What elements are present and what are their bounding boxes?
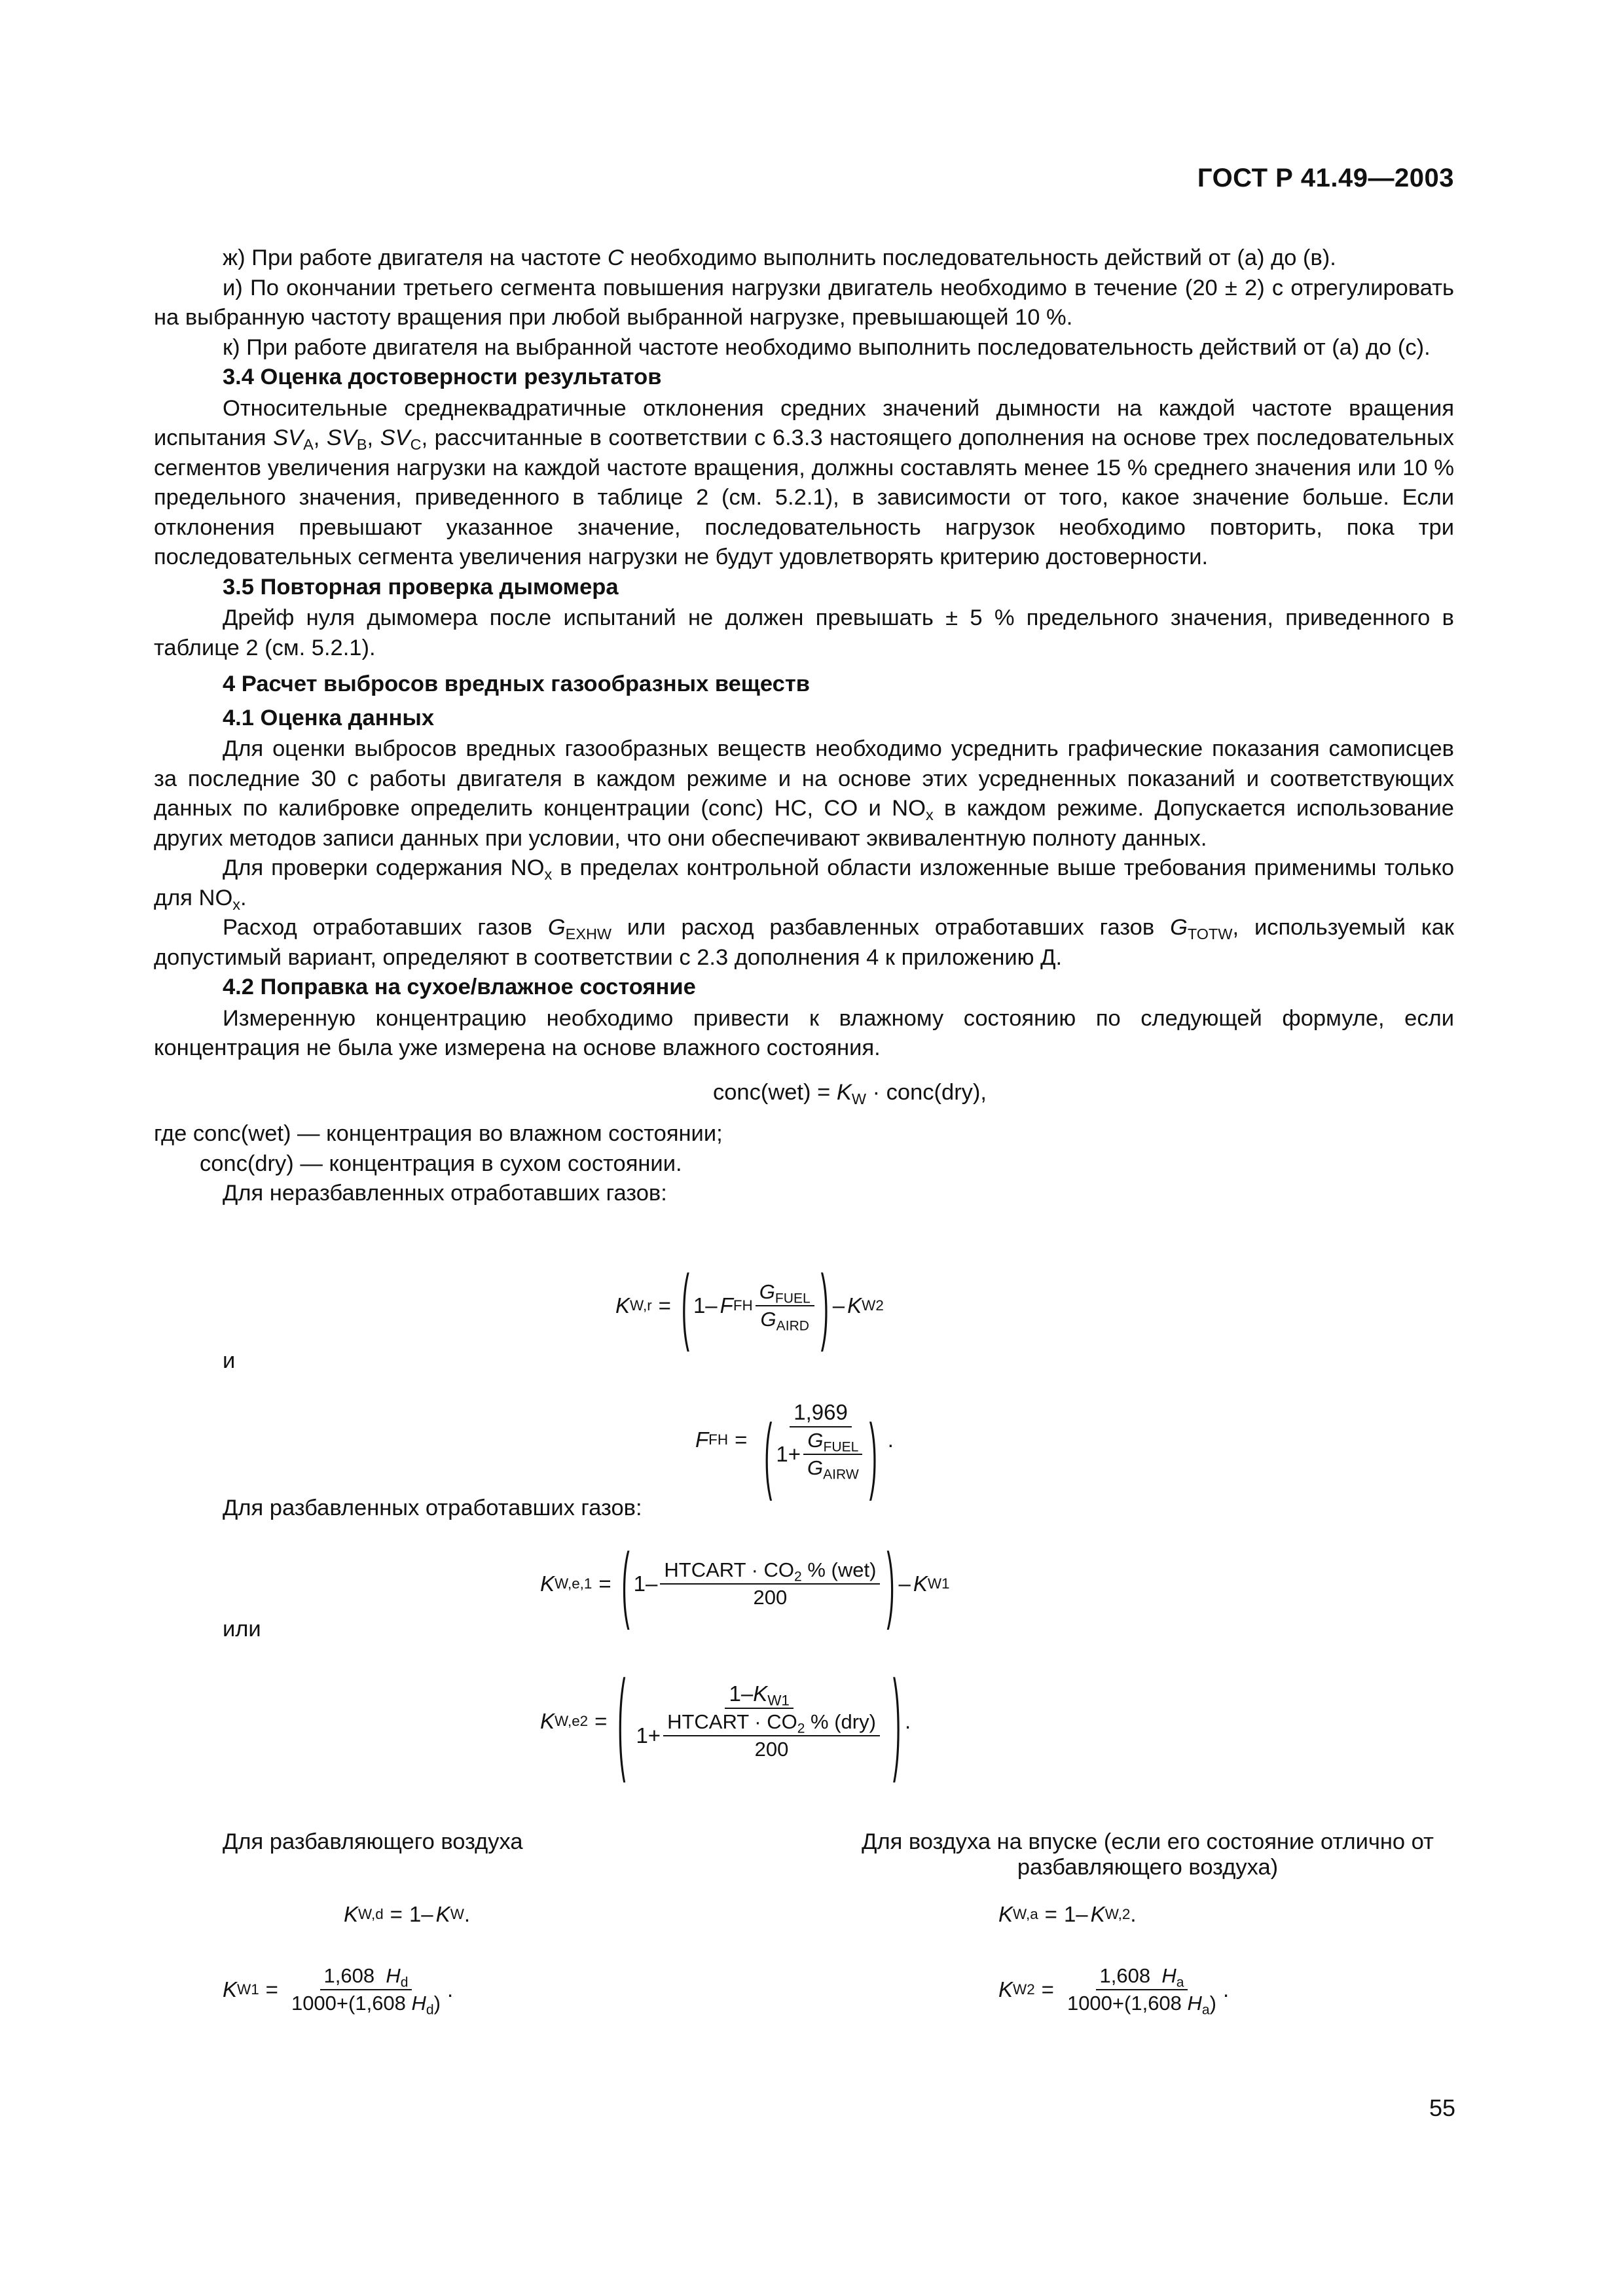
formula-ffh: F FH = 1,969 ( 1+ $\frac{G_{FUEL}}{G_{AIRW}}$ ) . <box>695 1400 894 1503</box>
label-diluted: Для разбавленных отработавших газов: <box>223 1496 642 1520</box>
fraction-htcart-wet: $\frac{HTCART \cdot CO_2 \% (wet)}{200}$ <box>660 1558 880 1609</box>
fraction-kwe2: $1-K_{W1}$ 1+ $\frac{HTCART \cdot CO_2 \% (dry)}{200}$ <box>632 1681 886 1761</box>
paragraph-4-1-b: Для проверки содержания $NO_x$ в пределах контрольной области изложенные выше требования применимы только для $NO_x$. <box>154 855 1455 913</box>
paragraph-zh: ж) При работе двигателя на частоте C необходимо выполнить последовательность действий от (а) до (в). <box>223 245 1336 270</box>
paragraph-4-2: Измеренную концентрацию необходимо привести к влажному состоянию по следующей формуле, если концентрация не была уже измерена на основе влажного состояния. <box>154 1005 1454 1060</box>
page-number: 55 <box>1429 2094 1455 2121</box>
where-conc-dry: conc(dry) — концентрация в сухом состоянии. <box>200 1151 682 1176</box>
document-header: ГОСТ Р 41.49—2003 <box>1197 164 1454 192</box>
heading-4: 4 Расчет выбросов вредных газообразных веществ <box>223 672 810 696</box>
fraction-kw1: $\frac{1,608 H_d}{1000+(1,608 H_d)}$ <box>291 1964 441 2018</box>
formula-kwe1: K W,e,1 = ( 1– $\frac{HTCART \cdot CO_2 \% (wet)}{200}$ ) – K W1 <box>540 1534 950 1631</box>
formula-kwd: K W,d = 1– K W . <box>344 1902 471 1926</box>
heading-3-5: 3.5 Повторная проверка дымомера <box>223 574 619 600</box>
fraction-fuel-aird: $\frac{G_{FUEL}}{G_{AIRD}}$ <box>756 1280 814 1331</box>
heading-4-1: 4.1 Оценка данных <box>223 705 435 730</box>
formula-kwa: K W,a = 1– K W,2 . <box>998 1902 1137 1926</box>
paragraph-3-5: Дрейф нуля дымомера после испытаний не должен превышать ± 5 % предельного значения, приведенного в таблице 2 (см. 5.2.1). <box>154 605 1454 660</box>
label-intake-air: Для воздуха на впуске (если его состояние отлично от разбавляющего воздуха) <box>862 1829 1434 1880</box>
paragraph-3-4: Относительные среднеквадратичные отклонения средних значений дымности на каждой частоте вращения испытания $SV_A$, $SV_B$, $SV_C$, рассчитанные в соответствии с 6.3.3 настоящего дополнения на основе трех последовательных сегментов увеличения нагрузки на каждой частоте вращения, должны составлять менее 15 % среднего значения или 10 % предельного значения, приведенного в таблице 2 (см. 5.2.1), в зависимости от того, какое значение больше. Если отклонения превышают указанное значение, последовательность нагрузок необходимо повторить, пока три последовательных сегмента увеличения нагрузки не будут удовлетворять критерию достоверности. <box>154 395 1454 569</box>
formula-kwr: K W,r = ( 1– F FH $\frac{G_{FUEL}}{G_{AIRD}}$ ) – K W2 <box>615 1256 884 1353</box>
fraction-ffh: 1,969 ( 1+ $\frac{G_{FUEL}}{G_{AIRW}}$ ) <box>764 1400 877 1503</box>
paragraph-k: к) При работе двигателя на выбранной частоте необходимо выполнить последовательность действий от (а) до (с). <box>223 334 1431 360</box>
document-body <box>154 243 1454 1209</box>
formula-kwe2: K W,e2 = ( $1-K_{W1}$ 1+ $\frac{HTCART \cdot CO_2 \% (dry)}{200}$ ) . <box>540 1655 911 1784</box>
fraction-kw2: $\frac{1,608 H_a}{1000+(1,608 H_a)}$ <box>1067 1964 1216 2018</box>
formula-kw2: K W2 = $\frac{1,608 H_a}{1000+(1,608 H_a)}$ . <box>998 1964 1230 2018</box>
label-dilution-air: Для разбавляющего воздуха <box>223 1829 523 1854</box>
formula-kw1: K W1 = $\frac{1,608 H_d}{1000+(1,608 H_d)}$ . <box>223 1964 454 2018</box>
label-or: или <box>223 1617 261 1641</box>
where-conc-wet: где conc(wet) — концентрация во влажном состоянии; <box>154 1121 723 1146</box>
heading-3-4: 3.4 Оценка достоверности результатов <box>223 365 662 389</box>
paragraph-4-1-c: Расход отработавших газов $G_{EXHW}$ или расход разбавленных отработавших газов $G_{TOTW}$, используемый как допустимый вариант, определяют в соответствии с 2.3 дополнения 4 к приложению Д. <box>154 915 1454 970</box>
label-and: и <box>223 1348 236 1373</box>
paragraph-4-1-a: Для оценки выбросов вредных газообразных веществ необходимо усреднить графические показания самописцев за последние 30 с работы двигателя в каждом режиме и на основе этих усредненных показаний и соответствующих данных по калибровке определить концентрации (conc) HC, CO и $NO_x$ в каждом режиме. Допускается использование других методов записи данных при условии, что они обеспечивают эквивалентную полноту данных. <box>154 736 1454 851</box>
label-undiluted: Для неразбавленных отработавших газов: <box>223 1181 667 1206</box>
heading-4-2: 4.2 Поправка на сухое/влажное состояние <box>223 975 696 999</box>
paragraph-i: и) По окончании третьего сегмента повышения нагрузки двигатель необходимо в течение (20 ± 2) с отрегулировать на выбранную частоту вращения при любой выбранной нагрузке, превышающей 10 %. <box>154 275 1454 330</box>
formula-conc-wet: conc(wet) = $K_W$ · conc(dry), <box>712 1079 987 1107</box>
